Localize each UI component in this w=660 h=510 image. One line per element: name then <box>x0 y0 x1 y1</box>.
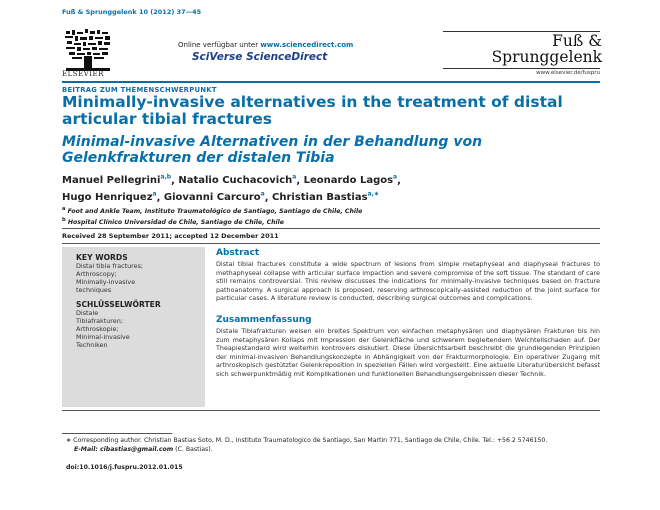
sciverse-logo <box>192 51 327 63</box>
journal-reference: Fuß & Sprunggelenk 10 (2012) 37—45 <box>62 8 202 16</box>
sciverse-part-a: SciVerse <box>192 51 247 63</box>
author: Christian Bastias$^{a,∗}$ <box>272 190 379 204</box>
keyword: Distale <box>76 309 99 317</box>
keyword: Minimal-invasive <box>76 333 130 341</box>
keyword: techniques <box>76 286 112 294</box>
affiliations <box>62 205 362 227</box>
email-link[interactable]: cibastias@gmail.com <box>100 446 174 453</box>
affiliation: $^b$ Hospital Clínico Universidad de Chile, Santiago de Chile, Chile <box>62 217 284 227</box>
keyword: Techniken <box>76 341 108 349</box>
author: Hugo Henriquez$^a$ <box>62 190 157 204</box>
title-german: Minimal-invasive Alternativen in der Behandlung von Gelenkfrakturen der distalen Tibia <box>62 134 483 166</box>
header-divider <box>62 81 600 83</box>
email-line <box>66 445 606 454</box>
sciencedirect-link[interactable]: www.sciencedirect.com <box>260 41 354 49</box>
schluesselwoerter-heading: SCHLÜSSELWÖRTER <box>76 300 161 309</box>
doi[interactable]: doi:10.1016/j.fuspru.2012.01.015 <box>66 464 183 471</box>
online-prefix: Online verfügbar unter <box>178 41 261 49</box>
keywords-heading: KEY WORDS <box>76 253 128 262</box>
footnote-rule <box>62 433 172 434</box>
author-list: Manuel Pellegrini$^{a,b}$, Natalio Cuchacovich$^a$, Leonardo Lagos$^a$, Hugo Henriquez$^a$, Giovanni Carcuro$^a$, Christian Bastias$^{a,∗}$ <box>62 174 401 204</box>
publisher-name: ELSEVIER <box>62 70 104 78</box>
author: Giovanni Carcuro$^a$ <box>163 190 265 204</box>
online-availability <box>178 41 353 49</box>
received-dates: Received 28 September 2011; accepted 12 December 2011 <box>62 232 279 240</box>
keyword: Tibiafrakturen; <box>76 317 123 325</box>
journal-url[interactable]: www.elsevier.de/fuspru <box>536 70 600 76</box>
author: Natalio Cuchacovich$^a$ <box>178 174 297 187</box>
elsevier-tree-logo <box>62 28 114 72</box>
journal-name-line2: Sprunggelenk <box>491 48 602 66</box>
author: Leonardo Lagos$^a$ <box>303 174 398 187</box>
corresponding-author-note <box>66 436 606 454</box>
zusammenfassung-heading: Zusammenfassung <box>216 315 312 325</box>
journal-masthead <box>445 33 602 65</box>
abstract-heading: Abstract <box>216 248 260 258</box>
corresponding-author: ∗ Corresponding author. Christian Bastias Soto, M. D., Instituto Traumatologico de Santiago, San Martin 771, Santiago de Chile, Chile. Tel.: +56 2 5746150. <box>66 437 548 444</box>
keyword: Arthroskopie; <box>76 325 119 333</box>
divider <box>62 410 600 411</box>
keyword: Arthroscopy; <box>76 270 117 278</box>
zusammenfassung-text: Distale Tibiafrakturen weisen ein breites Spektrum von einfachen metaphysären und diaphysären Frakturen bis hin zum metaphysären Kollaps mit Impression der Gelenkfläche und schwerem begleitendem Weichteilschaden auf. Der Theapiestandard wird weiterhin kontrovers diskutiert. Diese Übersichtsarbeit beschreibt die grundlegenden Prinzipien der minimal-invasiven Behandlungskonzepte in Abhängigkeit von der Frakturmorphologie. Ein operativer Zugang mit arthroskopisch gestützter Gelenkreposition in speziellen Fällen wird vorgestellt. Eine aktuelle Literaturübersicht befasst sich schwerpunktmäßig mit Komplikationen und funktionellen Behandlungsergebnissen dieser Technik. <box>216 327 600 378</box>
abstract-text: Distal tibial fractures constitute a wide spectrum of lesions from simple metaphyseal and diaphyseal fractures to methaphyseal collapse with articular surface impaction and severe compromise of the soft tissue. The standard of care still remains controversial. This review discusses the indications for minimally-invasive techniques based on fracture pathoanatomy. A surgical approach is proposed, reserving arthroscopically-assisted reduction of the joint surface for particular cases. A literature review is conducted, describing surgical outcomes and complications. <box>216 260 600 303</box>
email-label: E-Mail: <box>74 446 100 453</box>
keywords-box <box>62 247 205 407</box>
keyword: Distal tibia fractures; <box>76 262 144 270</box>
journal-name-line1: Fuß & <box>552 32 602 50</box>
keyword: Minimally-invasive <box>76 278 136 286</box>
sciverse-part-b: ScienceDirect <box>246 51 328 63</box>
email-suffix: (C. Bastias). <box>173 446 213 453</box>
divider <box>62 243 600 244</box>
author: Manuel Pellegrini$^{a,b}$ <box>62 174 172 187</box>
section-label: BEITRAG ZUM THEMENSCHWERPUNKT <box>62 86 217 94</box>
masthead-rule-bottom <box>443 68 600 69</box>
divider <box>62 228 600 229</box>
title-english: Minimally-invasive alternatives in the treatment of distal articular tibial fractures <box>62 93 563 128</box>
affiliation: $^a$ Foot and Ankle Team, Instituto Traumatológico de Santiago, Santiago de Chile, Chile <box>62 206 363 216</box>
